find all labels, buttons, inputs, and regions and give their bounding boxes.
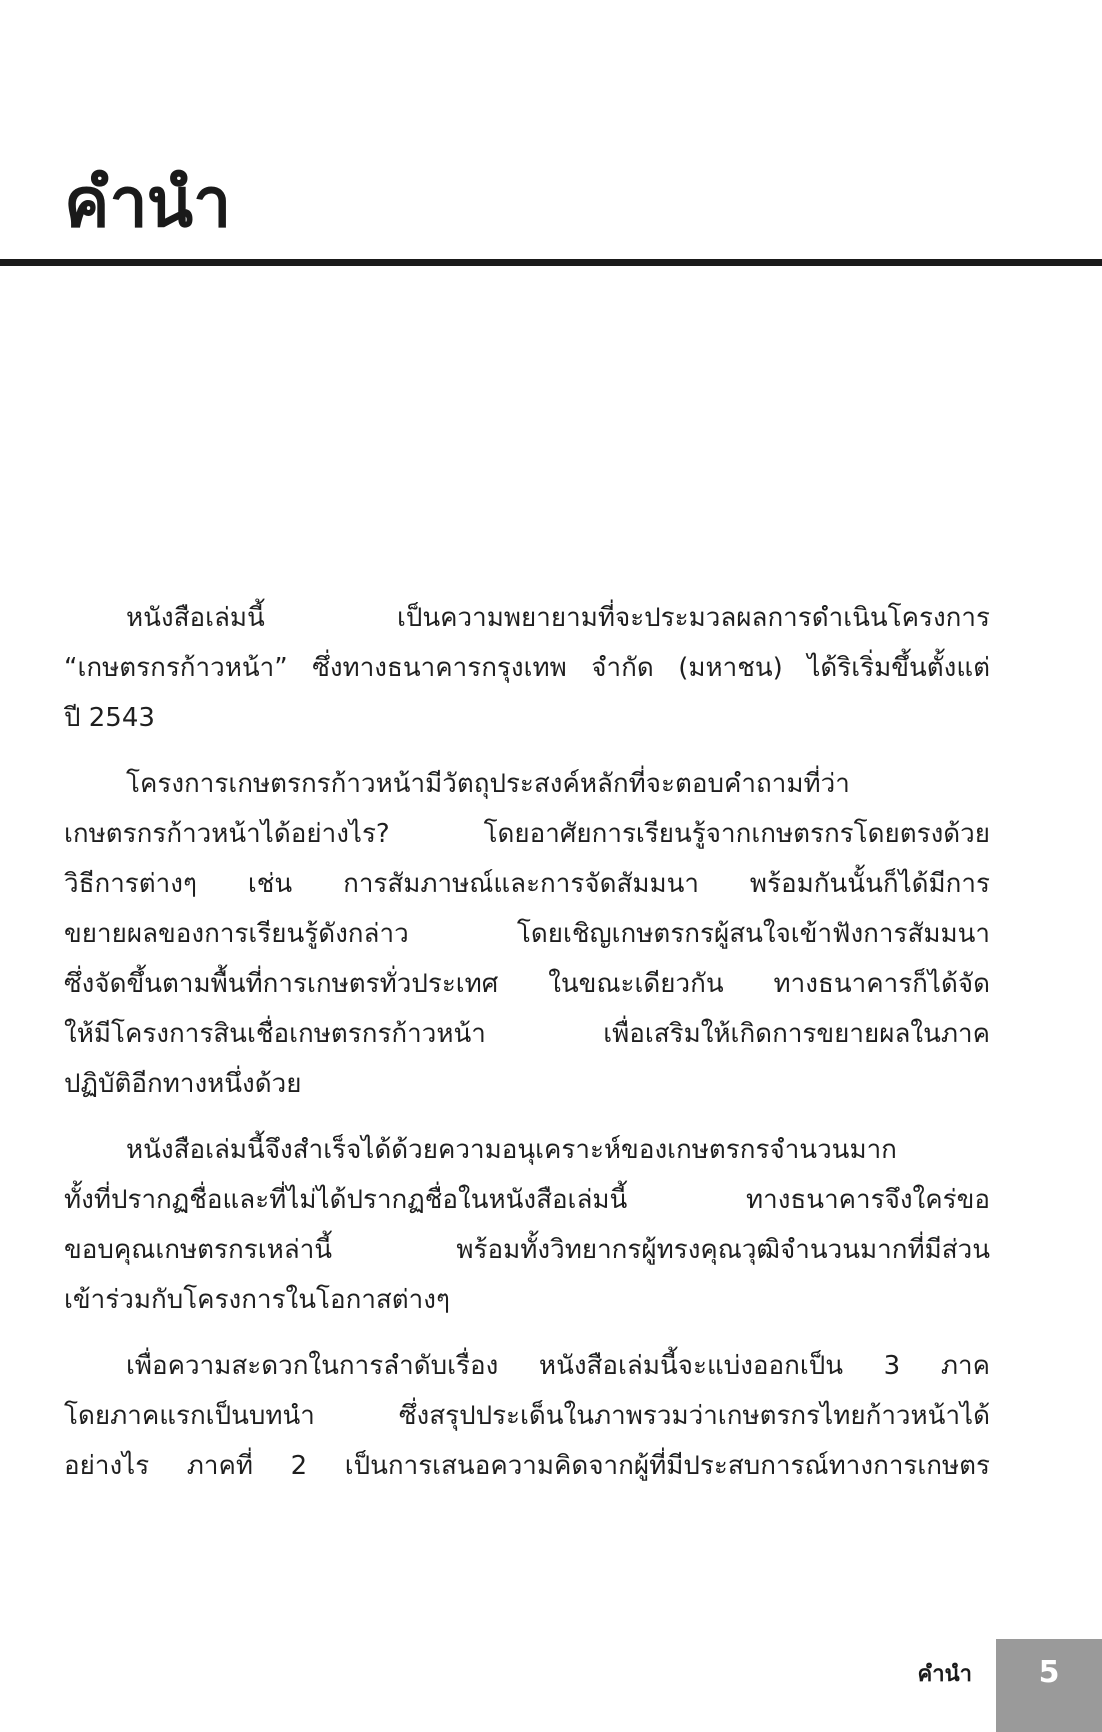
- paragraph-line: เพื่อความสะดวกในการลำดับเรื่อง หนังสือเล่มนี้จะแบ่งออกเป็น 3 ภาค: [126, 1351, 990, 1381]
- paragraph-line: ปี 2543: [64, 703, 155, 733]
- body-text: [64, 593, 990, 1507]
- page-number: 5: [1038, 1655, 1060, 1690]
- paragraph: [64, 1341, 990, 1491]
- footer-section-label: คำนำ: [917, 1662, 972, 1687]
- paragraph-line: ปฏิบัติอีกทางหนึ่งด้วย: [64, 1069, 302, 1099]
- paragraph-line: ขยายผลของการเรียนรู้ดังกล่าว โดยเชิญเกษตรกรผู้สนใจเข้าฟังการสัมมนา: [64, 919, 990, 949]
- paragraph-line: เข้าร่วมกับโครงการในโอกาสต่างๆ: [64, 1285, 450, 1315]
- paragraph-line: โครงการเกษตรกรก้าวหน้ามีวัตถุประสงค์หลักที่จะตอบคำถามที่ว่า: [126, 769, 850, 799]
- title-divider: [0, 259, 1102, 266]
- paragraph-line: หนังสือเล่มนี้จึงสำเร็จได้ด้วยความอนุเคราะห์ของเกษตรกรจำนวนมาก: [126, 1135, 897, 1165]
- page-title: คำนำ: [64, 164, 231, 243]
- paragraph-line: ขอบคุณเกษตรกรเหล่านี้ พร้อมทั้งวิทยากรผู้ทรงคุณวุฒิจำนวนมากที่มีส่วน: [64, 1235, 990, 1265]
- paragraph-line: ให้มีโครงการสินเชื่อเกษตรกรก้าวหน้า เพื่อเสริมให้เกิดการขยายผลในภาค: [64, 1019, 990, 1049]
- paragraph-line: หนังสือเล่มนี้ เป็นความพยายามที่จะประมวลผลการดำเนินโครงการ: [126, 603, 990, 633]
- paragraph-line: “เกษตรกรก้าวหน้า” ซึ่งทางธนาคารกรุงเทพ จำกัด (มหาชน) ได้ริเริ่มขึ้นตั้งแต่: [64, 653, 990, 683]
- paragraph-line: โดยภาคแรกเป็นบทนำ ซึ่งสรุปประเด็นในภาพรวมว่าเกษตรกรไทยก้าวหน้าได้: [64, 1401, 990, 1431]
- paragraph: [64, 759, 990, 1109]
- paragraph-line: วิธีการต่างๆ เช่น การสัมภาษณ์และการจัดสัมมนา พร้อมกันนั้นก็ได้มีการ: [64, 869, 990, 899]
- paragraph-line: เกษตรกรก้าวหน้าได้อย่างไร? โดยอาศัยการเรียนรู้จากเกษตรกรโดยตรงด้วย: [64, 819, 990, 849]
- paragraph-line: ซึ่งจัดขึ้นตามพื้นที่การเกษตรทั่วประเทศ ในขณะเดียวกัน ทางธนาคารก็ได้จัด: [64, 969, 990, 999]
- paragraph: [64, 593, 990, 743]
- paragraph-line: อย่างไร ภาคที่ 2 เป็นการเสนอความคิดจากผู้ที่มีประสบการณ์ทางการเกษตร: [64, 1451, 990, 1481]
- paragraph-line: ทั้งที่ปรากฏชื่อและที่ไม่ได้ปรากฏชื่อในหนังสือเล่มนี้ ทางธนาคารจึงใคร่ขอ: [64, 1185, 990, 1215]
- paragraph: [64, 1125, 990, 1325]
- page-number-tab: [996, 1639, 1102, 1732]
